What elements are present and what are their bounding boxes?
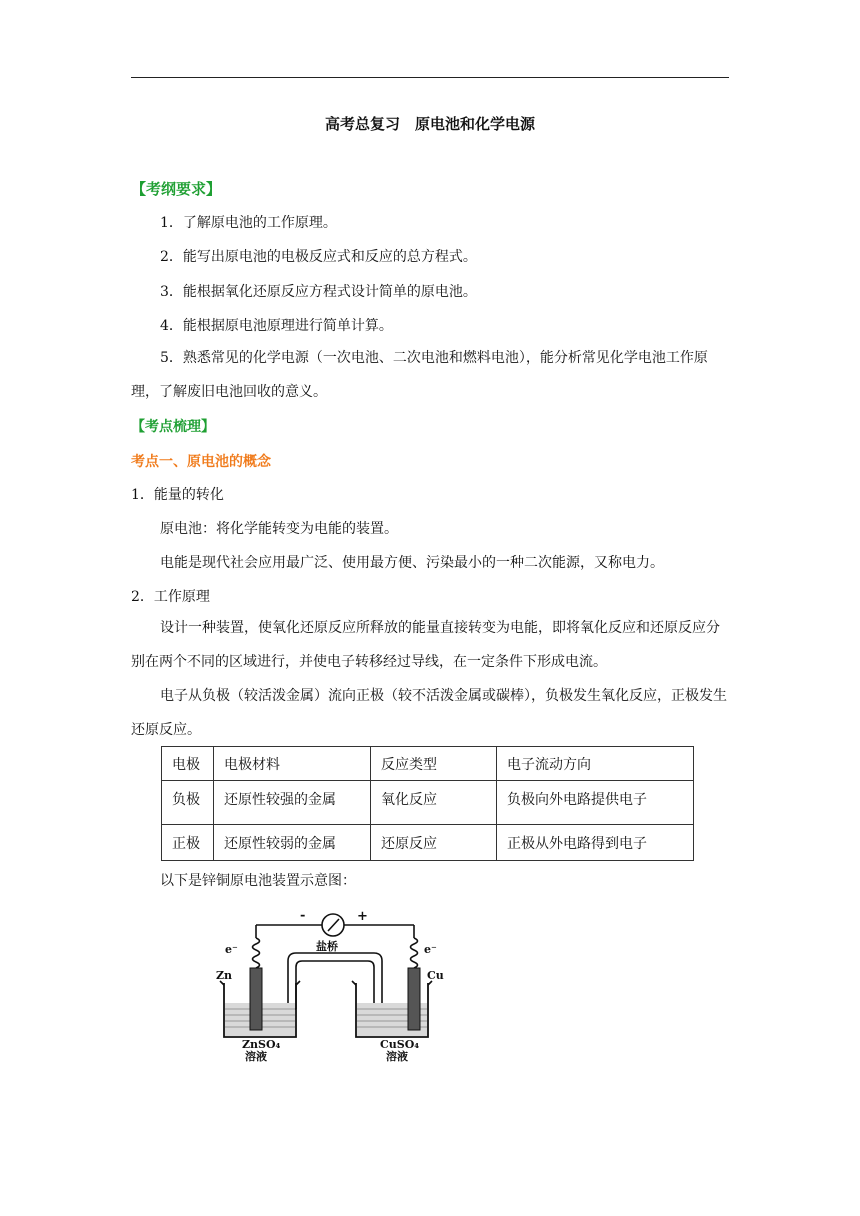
table-cell: 氧化反应 bbox=[371, 781, 497, 825]
table-row bbox=[162, 781, 694, 825]
subsection-2-para-2: 电子从负极（较活泼金属）流向正极（较不活泼金属或碳棒），负极发生氧化反应，正极发生还原反应。 bbox=[131, 688, 727, 738]
salt-bridge-label: 盐桥 bbox=[316, 940, 338, 953]
requirement-4: 4．能根据原电池原理进行简单计算。 bbox=[160, 318, 393, 334]
electrode-table bbox=[161, 746, 694, 861]
zinc-label: Zn bbox=[216, 969, 233, 982]
table-cell: 还原性较弱的金属 bbox=[214, 825, 371, 861]
left-solution-label: ZnSO₄ bbox=[242, 1038, 281, 1051]
requirement-1: 1．了解原电池的工作原理。 bbox=[160, 215, 337, 231]
electron-label-left: e⁻ bbox=[225, 943, 238, 956]
zinc-electrode bbox=[250, 968, 262, 1030]
subsection-2-title: 2．工作原理 bbox=[131, 589, 210, 605]
table-header-cell: 电极材料 bbox=[214, 747, 371, 781]
diagram-intro: 以下是锌铜原电池装置示意图： bbox=[160, 873, 356, 889]
subsection-2-para-1: 设计一种装置，使氧化还原反应所释放的能量直接转变为电能，即将氧化反应和还原反应分别在两个不同的区域进行，并使电子转移经过导线，在一定条件下形成电流。 bbox=[131, 620, 720, 670]
table-header-cell: 电子流动方向 bbox=[497, 747, 694, 781]
copper-electrode bbox=[408, 968, 420, 1030]
requirement-5: 5．熟悉常见的化学电源（一次电池、二次电池和燃料电池），能分析常见化学电池工作原理，了解废旧电池回收的意义。 bbox=[131, 350, 708, 400]
minus-sign: - bbox=[300, 908, 306, 923]
requirement-2: 2．能写出原电池的电极反应式和反应的总方程式。 bbox=[160, 249, 477, 265]
table-row bbox=[162, 825, 694, 861]
subsection-1-para-1: 原电池：将化学能转变为电能的装置。 bbox=[160, 521, 398, 537]
galvanic-cell-diagram bbox=[208, 905, 458, 1065]
copper-label: Cu bbox=[427, 969, 444, 982]
table-cell: 正极 bbox=[162, 825, 214, 861]
table-header-cell: 反应类型 bbox=[371, 747, 497, 781]
table-cell: 正极从外电路得到电子 bbox=[497, 825, 694, 861]
section-points-heading: 【考点梳理】 bbox=[131, 419, 215, 435]
point-one-heading: 考点一、原电池的概念 bbox=[131, 454, 271, 470]
plus-sign: + bbox=[357, 909, 368, 924]
table-cell: 还原反应 bbox=[371, 825, 497, 861]
page-title: 高考总复习 原电池和化学电源 bbox=[324, 115, 535, 133]
subsection-1-title: 1．能量的转化 bbox=[131, 487, 224, 503]
right-solution-label: CuSO₄ bbox=[380, 1038, 420, 1051]
table-cell: 还原性较强的金属 bbox=[214, 781, 371, 825]
header-rule bbox=[131, 77, 729, 78]
right-coil bbox=[411, 938, 418, 968]
section-requirements-heading: 【考纲要求】 bbox=[131, 180, 222, 198]
right-solution-word: 溶液 bbox=[386, 1050, 408, 1063]
left-coil bbox=[253, 938, 260, 968]
subsection-1-para-2: 电能是现代社会应用最广泛、使用最方便、污染最小的一种二次能源，又称电力。 bbox=[160, 555, 664, 571]
left-solution-word: 溶液 bbox=[245, 1050, 267, 1063]
table-cell: 负极向外电路提供电子 bbox=[497, 781, 694, 825]
table-cell: 负极 bbox=[162, 781, 214, 825]
electron-label-right: e⁻ bbox=[424, 943, 437, 956]
table-header-row bbox=[162, 747, 694, 781]
requirement-3: 3．能根据氧化还原反应方程式设计简单的原电池。 bbox=[160, 284, 477, 300]
table-header-cell: 电极 bbox=[162, 747, 214, 781]
